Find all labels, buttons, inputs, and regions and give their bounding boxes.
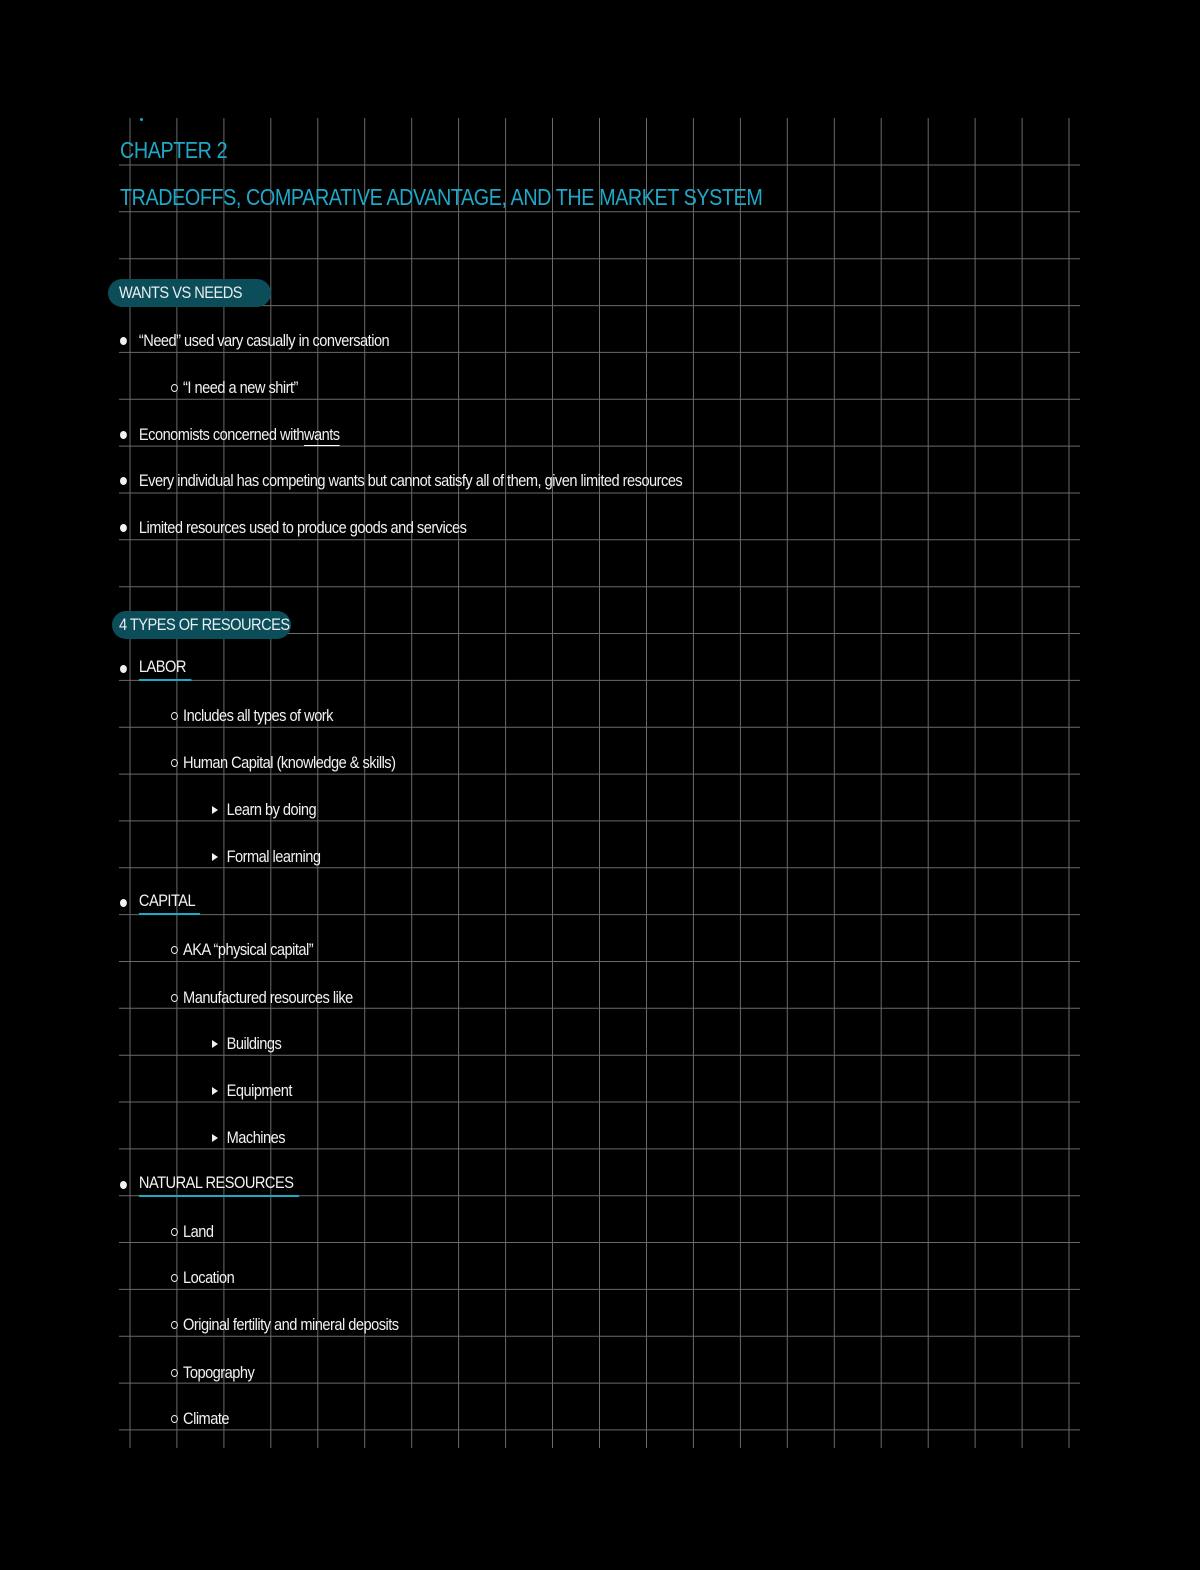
- margin-dot: [140, 118, 143, 121]
- hollow-bullet-icon: [171, 994, 178, 1002]
- hollow-bullet-icon: [171, 712, 178, 720]
- hollow-bullet-icon: [171, 946, 178, 954]
- list-item: Climate: [171, 1404, 229, 1434]
- hollow-bullet-icon: [171, 1274, 178, 1282]
- list-item: Original fertility and mineral deposits: [171, 1310, 399, 1340]
- list-item: CAPITAL: [120, 888, 200, 918]
- list-item: “Need” used vary casually in conversation: [120, 326, 389, 356]
- hollow-bullet-icon: [171, 384, 178, 392]
- list-item: Location: [171, 1263, 234, 1293]
- section-label-wants-vs-needs: WANTS VS NEEDS: [108, 279, 271, 307]
- bullet-icon: [120, 1181, 127, 1189]
- bullet-icon: [120, 337, 127, 345]
- list-item: Every individual has competing wants but cannot satisfy all of them, given limited resources: [120, 466, 682, 496]
- list-item: Manufactured resources like: [171, 983, 353, 1013]
- arrow-bullet-icon: [212, 853, 218, 861]
- arrow-bullet-icon: [212, 1040, 218, 1048]
- list-item: NATURAL RESOURCES: [120, 1170, 299, 1200]
- hollow-bullet-icon: [171, 1321, 178, 1329]
- bullet-icon: [120, 524, 127, 532]
- list-item: Includes all types of work: [171, 701, 333, 731]
- arrow-bullet-icon: [212, 806, 218, 814]
- bullet-icon: [120, 899, 127, 907]
- list-item: “I need a new shirt”: [171, 373, 298, 403]
- bullet-icon: [120, 665, 127, 673]
- list-item: Human Capital (knowledge & skills): [171, 748, 395, 778]
- hollow-bullet-icon: [171, 1369, 178, 1377]
- arrow-bullet-icon: [212, 1134, 218, 1142]
- section-label-types-of-resources: 4 TYPES OF RESOURCES: [112, 611, 291, 639]
- list-item: Land: [171, 1217, 214, 1247]
- bullet-icon: [120, 477, 127, 485]
- list-item: Topography: [171, 1358, 254, 1388]
- hollow-bullet-icon: [171, 1415, 178, 1423]
- list-item: Learn by doing: [212, 795, 316, 825]
- list-item: AKA “physical capital”: [171, 935, 313, 965]
- list-item: LABOR: [120, 654, 191, 684]
- list-item: Formal learning: [212, 842, 320, 872]
- list-item: Machines: [212, 1123, 285, 1153]
- list-item: Limited resources used to produce goods and services: [120, 513, 466, 543]
- chapter-label: CHAPTER 2: [120, 136, 228, 163]
- bullet-icon: [120, 431, 127, 439]
- hollow-bullet-icon: [171, 759, 178, 767]
- list-item: Buildings: [212, 1029, 281, 1059]
- emphasized-word: wants: [303, 425, 340, 444]
- list-item: Economists concerned with wants: [120, 420, 340, 450]
- arrow-bullet-icon: [212, 1087, 218, 1095]
- list-item: Equipment: [212, 1076, 292, 1106]
- hollow-bullet-icon: [171, 1228, 178, 1236]
- chapter-title: TRADEOFFS, COMPARATIVE ADVANTAGE, AND THE MARKET SYSTEM: [120, 183, 763, 210]
